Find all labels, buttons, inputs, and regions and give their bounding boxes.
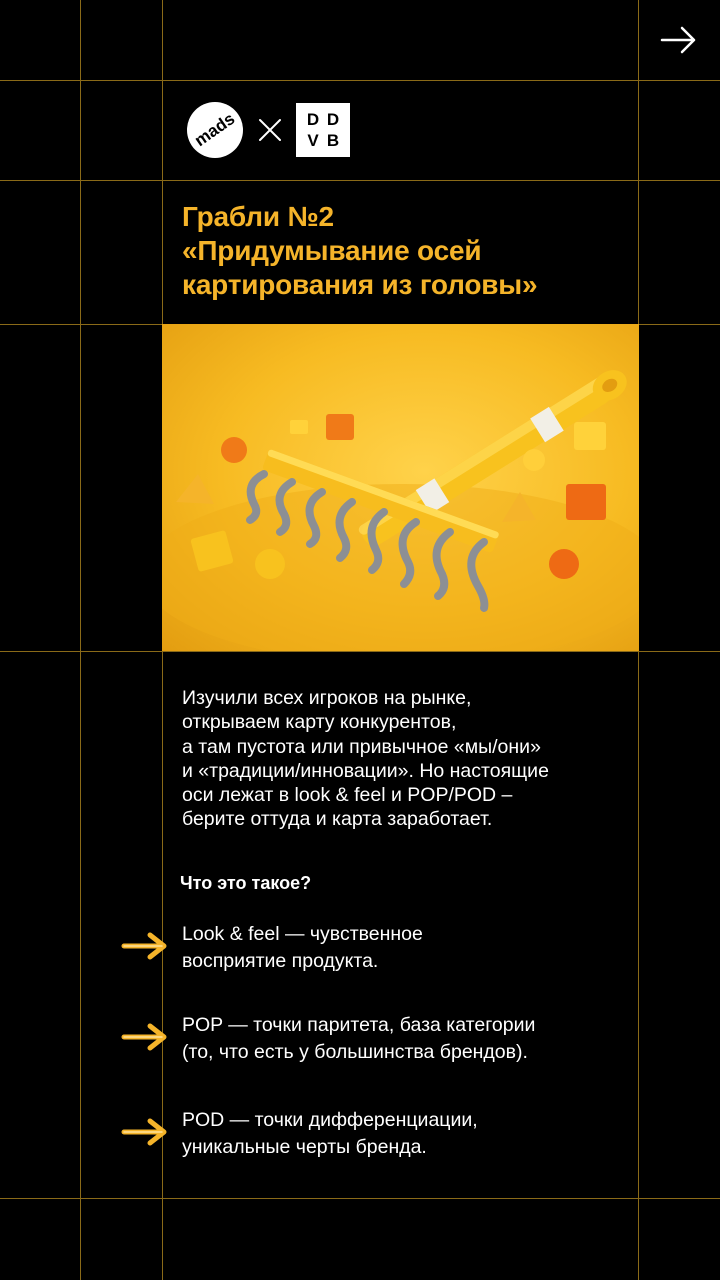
body-paragraph: Изучили всех игроков на рынке, открываем карту конкурентов, а там пустота или привычное «мы/они» и «традиции/инновации». Но настоящие оси лежат в look & feel и POP/POD – берите оттуда и карта заработает. (182, 687, 549, 831)
arrow-right-icon (120, 1117, 170, 1147)
arrow-right-icon (120, 931, 170, 961)
mads-logo (186, 101, 244, 159)
svg-text:mads: mads (191, 109, 239, 151)
next-button[interactable] (658, 22, 700, 58)
times-icon (256, 116, 284, 144)
slide-title: Грабли №2 «Придумывание осей картирования из головы» (182, 201, 538, 300)
ddvb-logo: D D V B (296, 103, 350, 157)
grid-line (0, 651, 720, 652)
grid-line (80, 0, 81, 1280)
hero-image (162, 324, 639, 651)
arrow-right-icon (658, 22, 700, 58)
section-subheading: Что это такое? (180, 873, 312, 893)
rake-illustration (162, 324, 639, 651)
partner-logos (186, 102, 350, 158)
grid-line (0, 1198, 720, 1199)
grid-line (0, 80, 720, 81)
grid-line (0, 180, 720, 181)
arrow-right-icon (120, 1022, 170, 1052)
